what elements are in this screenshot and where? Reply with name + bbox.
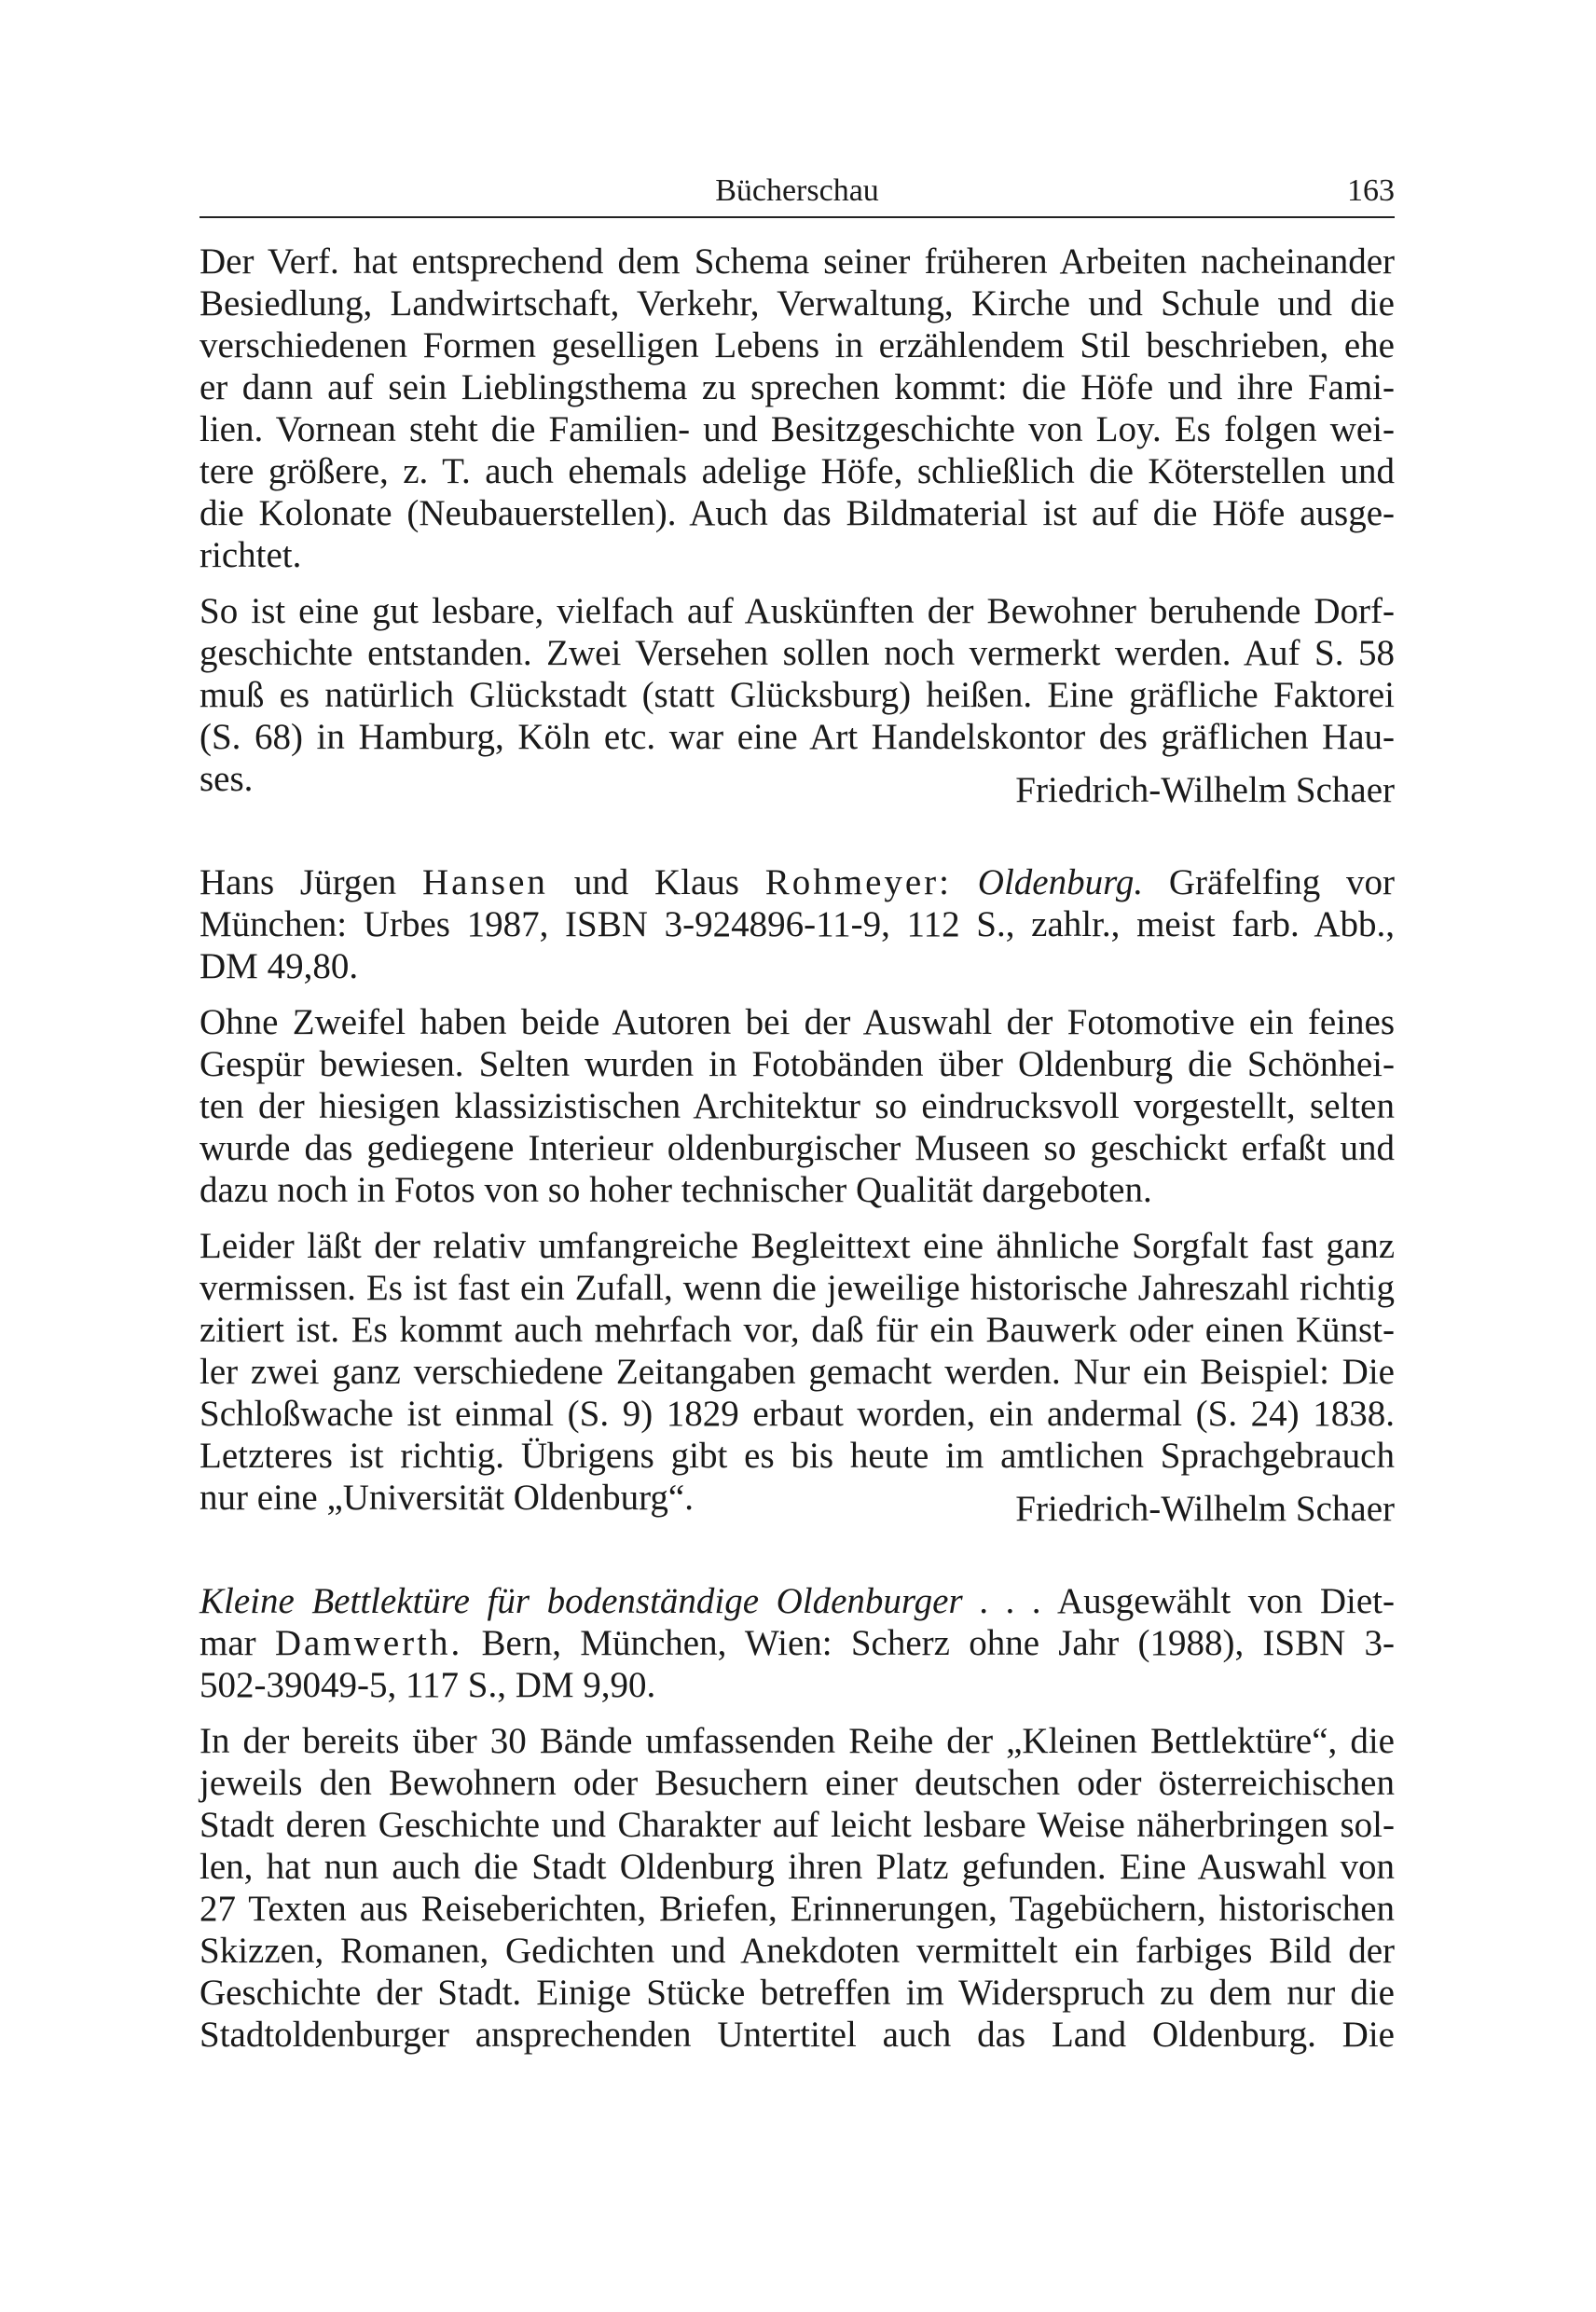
review-1-paragraph-1 [200,241,1395,576]
citation-line: DM 49,80. [200,946,359,986]
closing-line [200,1477,1395,1529]
citation-line [200,861,1395,903]
review-2-citation [200,861,1395,987]
author-1-surname: Hansen [421,862,548,902]
text-line: Schloßwache ist einmal (S. 9) 1829 erbaut worden, ein andermal (S. 24) 1838. [200,1394,1395,1434]
reviewer-signature: Friedrich-Wilhelm Schaer [1015,770,1395,810]
text-line: verschiedenen Formen geselligen Lebens in erzählendem Stil beschrieben, ehe [200,325,1395,365]
review-2-paragraph-1 [200,1001,1395,1211]
text-line: vermissen. Es ist fast ein Zufall, wenn die jeweilige historische Jahreszahl richtig [200,1268,1395,1308]
text-line: 27 Texten aus Reiseberichten, Briefen, Erinnerungen, Tagebüchern, historischen [200,1889,1395,1929]
review-3-paragraph-1 [200,1720,1395,2056]
text-line: Gespür bewiesen. Selten wurden in Fotobänden über Oldenburg die Schönhei- [200,1044,1395,1084]
text-line: die Kolonate (Neubauerstellen). Auch das Bildmaterial ist auf die Höfe ausge- [200,493,1395,533]
text-line: Geschichte der Stadt. Einige Stücke betreffen im Widerspruch zu dem nur die [200,1973,1395,2013]
page-body [200,241,1395,2056]
text-line: Ohne Zweifel haben beide Autoren bei der Auswahl der Fotomotive ein feines [200,1002,1395,1042]
text-line: nur eine „Universität Oldenburg“. [200,1478,694,1518]
text-line: geschichte entstanden. Zwei Versehen sollen noch vermerkt werden. Auf S. 58 [200,633,1395,673]
running-title: Bücherschau [715,173,879,208]
citation-line: 502-39049-5, 117 S., DM 9,90. [200,1665,656,1705]
text-line: len, hat nun auch die Stadt Oldenburg ihren Platz gefunden. Eine Auswahl von [200,1847,1395,1887]
conjunction: und [573,862,629,902]
citation-text: Bern, München, Wien: Scherz ohne Jahr (1988), ISBN 3- [481,1623,1396,1663]
citation-line [200,1580,1395,1622]
text-line: er dann auf sein Lieblingsthema zu sprechen kommt: die Höfe und ihre Fami- [200,367,1395,407]
text-line: ten der hiesigen klassizistischen Architektur so eindrucksvoll vorgestellt, selten [200,1086,1395,1126]
text-line: wurde das gediegene Interieur oldenburgischer Museen so geschickt erfaßt und [200,1128,1395,1168]
text-line: muß es natürlich Glückstadt (statt Glücksburg) heißen. Eine gräfliche Faktorei [200,675,1395,715]
editor-first-name-end: mar [200,1623,256,1663]
text-line: Skizzen, Romanen, Gedichten und Anekdoten vermittelt ein farbiges Bild der [200,1931,1395,1971]
text-line: Besiedlung, Landwirtschaft, Verkehr, Verwaltung, Kirche und Schule und die [200,283,1395,323]
text-line: tere größere, z. T. auch ehemals adelige Höfe, schließlich die Köterstellen und [200,451,1395,491]
text-line: zitiert ist. Es kommt auch mehrfach vor, daß für ein Bauwerk oder einen Künst- [200,1310,1395,1350]
review-1-paragraph-2 [200,590,1395,810]
text-line: (S. 68) in Hamburg, Köln etc. war eine Art Handelskontor des gräflichen Hau- [200,717,1395,757]
review-2-paragraph-2 [200,1225,1395,1529]
book-title: Kleine Bettlektüre für bodenständige Oldenburger . . . [200,1581,1042,1621]
text-line: jeweils den Bewohnern oder Besuchern einer deutschen oder österreichischen [200,1763,1395,1803]
text-line: lien. Vornean steht die Familien- und Besitzgeschichte von Loy. Es folgen wei- [200,409,1395,449]
author-1-first-name: Hans Jürgen [200,862,397,902]
closing-line [200,758,1395,810]
editor-surname: Damwerth. [274,1623,463,1663]
text-line: Letzteres ist richtig. Übrigens gibt es bis heute im amtlichen Sprachgebrauch [200,1436,1395,1476]
page-number: 163 [1347,173,1395,208]
text-line: Der Verf. hat entsprechend dem Schema seiner früheren Arbeiten nacheinander [200,241,1395,282]
citation-text: Gräfelfing vor [1168,862,1396,902]
review-3-citation [200,1580,1395,1706]
author-2-first-name: Klaus [654,862,739,902]
book-title: Oldenburg. [977,862,1144,902]
text-line: So ist eine gut lesbare, vielfach auf Auskünften der Bewohner beruhende Dorf- [200,591,1395,631]
text-line: Leider läßt der relativ umfangreiche Begleittext eine ähnliche Sorgfalt fast ganz [200,1226,1395,1266]
citation-text: Ausgewählt von Diet- [1056,1581,1395,1621]
text-line: Stadtoldenburger ansprechenden Untertitel auch das Land Oldenburg. Die [200,2015,1395,2055]
text-line: ses. [200,759,254,799]
citation-line: München: Urbes 1987, ISBN 3-924896-11-9, 112 S., zahlr., meist farb. Abb., [200,904,1395,944]
text-line: ler zwei ganz verschiedene Zeitangaben gemacht werden. Nur ein Beispiel: Die [200,1352,1395,1392]
text-line: dazu noch in Fotos von so hoher technischer Qualität dargeboten. [200,1170,1152,1210]
text-line: Stadt deren Geschichte und Charakter auf leicht lesbare Weise näherbringen sol- [200,1805,1395,1845]
running-header [200,170,1395,218]
citation-line [200,1622,1395,1664]
text-line: richtet. [200,535,302,575]
text-line: In der bereits über 30 Bände umfassenden Reihe der „Kleinen Bettlektüre“, die [200,1721,1395,1761]
author-2-surname: Rohmeyer: [764,862,953,902]
reviewer-signature: Friedrich-Wilhelm Schaer [1015,1489,1395,1529]
